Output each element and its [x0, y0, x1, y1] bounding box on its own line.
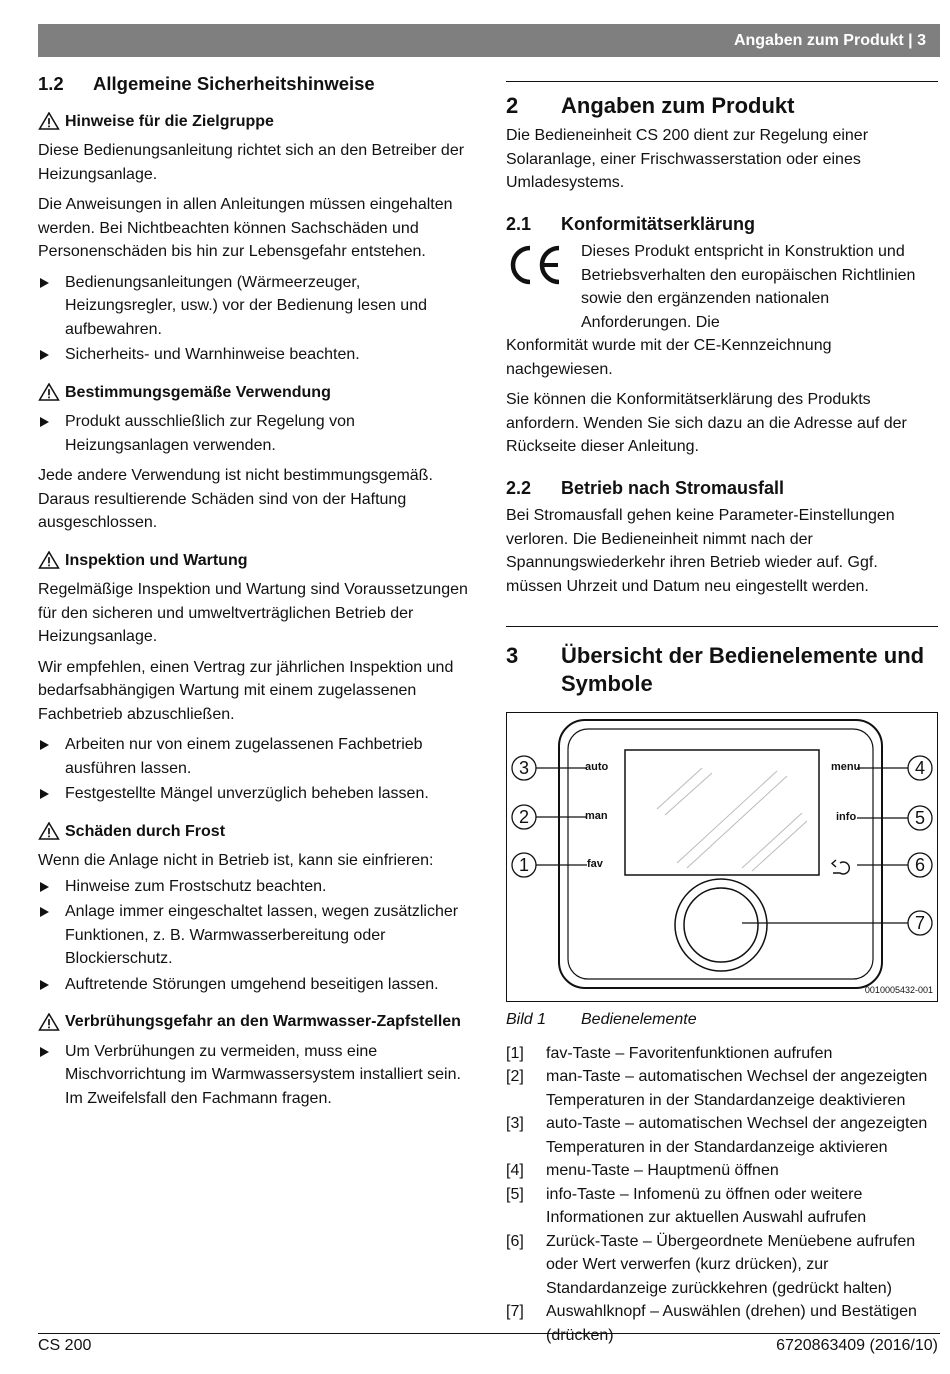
legend-list	[506, 1042, 938, 1348]
menu-button[interactable]: menu	[831, 761, 861, 773]
warning-heading: Verbrühungsgefahr an den Warmwasser-Zapfstellen	[38, 1010, 470, 1034]
arrow-icon	[40, 1047, 49, 1057]
device-inner-frame	[568, 729, 873, 979]
list-item: Produkt ausschließlich zur Regelung von Heizungsanlagen verwenden.	[38, 410, 470, 457]
arrow-icon	[40, 350, 49, 360]
footer-doc-number: 6720863409 (2016/10)	[776, 1337, 938, 1354]
callout-label-4: 4	[914, 758, 925, 778]
paragraph: Wir empfehlen, einen Vertrag zur jährlichen Inspektion und bedarfsabhängigen Wartung mit einem zugelassenen Fachbetrieb abzuschließen.	[38, 658, 454, 723]
warning-triangle-icon	[38, 551, 60, 569]
fav-button[interactable]: fav	[587, 858, 603, 870]
back-arrow-icon[interactable]	[833, 862, 849, 874]
bullet-list	[38, 875, 470, 997]
paragraph: Bei Stromausfall gehen keine Parameter-Einstellungen verloren. Die Bedieneinheit nimmt nach der Spannungswiederkehr ihren Betrieb wieder auf. Ggf. müssen Uhrzeit und Datum neu eingestellt werden.	[506, 507, 895, 595]
warning-heading: Schäden durch Frost	[38, 820, 470, 844]
subsection-heading: 2.1 Konformitätserklärung	[506, 213, 756, 234]
display-screen	[625, 750, 819, 875]
list-item: Um Verbrühungen zu vermeiden, muss eine Mischvorrichtung im Warmwassersystem installiert sein. Im Zweifelsfall den Fachmann fragen.	[38, 1040, 470, 1111]
arrow-icon	[40, 740, 49, 750]
control-panel-figure	[506, 712, 938, 1002]
page-header	[38, 24, 940, 57]
chapter-2	[506, 81, 938, 195]
callout-label-1: 1	[518, 855, 529, 875]
paragraph: Die Bedieneinheit CS 200 dient zur Regelung einer Solaranlage, einer Frischwasserstation oder eines Umladesystems.	[506, 127, 869, 191]
legend-item: [6] Zurück-Taste – Übergeordnete Menüebene aufrufen oder Wert verwerfen (kurz drücken), zur Standardanzeige zurückkehren (gedrückt halten)	[506, 1232, 916, 1297]
callout-label-3: 3	[518, 758, 529, 778]
bullet-list	[38, 271, 470, 367]
right-column	[506, 81, 938, 1347]
ce-block	[506, 240, 938, 334]
warning-triangle-icon	[38, 1013, 60, 1031]
ce-mark-icon	[506, 242, 564, 288]
subsection-heading: 2.2 Betrieb nach Stromausfall	[506, 477, 785, 498]
bullet-list	[38, 733, 470, 806]
list-item: Sicherheits- und Warnhinweise beachten.	[38, 343, 470, 367]
legend-item: [5] info-Taste – Infomenü zu öffnen oder weitere Informationen zur aktuellen Auswahl aufrufen	[506, 1185, 867, 1226]
paragraph: Wenn die Anlage nicht in Betrieb ist, kann sie einfrieren:	[38, 852, 434, 869]
auto-button[interactable]: auto	[585, 761, 609, 773]
legend-item: [3] auto-Taste – automatischen Wechsel der angezeigten Temperaturen in der Standardanzeige aktivieren	[506, 1115, 928, 1156]
warning-triangle-icon	[38, 822, 60, 840]
callout-label-2: 2	[518, 807, 529, 827]
figure-code: 0010005432-001	[864, 985, 933, 995]
warning-heading: Hinweise für die Zielgruppe	[38, 110, 470, 134]
legend-item: [4] menu-Taste – Hauptmenü öffnen	[506, 1162, 779, 1179]
paragraph: Sie können die Konformitätserklärung des Produkts anfordern. Wenden Sie sich dazu an die Adresse auf der Rückseite dieser Anleitung.	[506, 391, 907, 455]
info-button[interactable]: info	[836, 811, 857, 823]
selector-knob-inner	[684, 888, 758, 962]
warning-heading: Inspektion und Wartung	[38, 549, 470, 573]
callout-label-5: 5	[914, 808, 925, 828]
warning-triangle-icon	[38, 383, 60, 401]
legend-item: [2] man-Taste – automatischen Wechsel der angezeigten Temperaturen in der Standardanzeige deaktivieren	[506, 1068, 928, 1109]
paragraph: Dieses Produkt entspricht in Konstruktion und Betriebsverhalten den europäischen Richtlinien sowie den ergänzenden nationalen Anforderungen. Die	[581, 243, 916, 331]
selector-knob-outer	[675, 879, 767, 971]
paragraph: Die Anweisungen in allen Anleitungen müssen eingehalten werden. Bei Nichtbeachten können Sachschäden und Personenschäden bis hin zur Lebensgefahr entstehen.	[38, 196, 453, 260]
section-heading: 1.2 Allgemeine Sicherheitshinweise	[38, 73, 375, 94]
arrow-icon	[40, 417, 49, 427]
list-item: Auftretende Störungen umgehend beseitigen lassen.	[38, 973, 470, 997]
list-item: Arbeiten nur von einem zugelassenen Fachbetrieb ausführen lassen.	[38, 733, 470, 780]
man-button[interactable]: man	[585, 810, 608, 822]
page-header-title: Angaben zum Produkt | 3	[733, 31, 926, 49]
paragraph: Jede andere Verwendung ist nicht bestimmungsgemäß. Daraus resultierende Schäden sind von der Haftung ausgeschlossen.	[38, 467, 433, 531]
list-item: Anlage immer eingeschaltet lassen, wegen zusätzlicher Funktionen, z. B. Warmwasserbereitung oder Blockierschutz.	[38, 900, 470, 971]
footer-product: CS 200	[38, 1337, 92, 1354]
warning-triangle-icon	[38, 112, 60, 130]
callout-label-7: 7	[914, 913, 925, 933]
paragraph: Regelmäßige Inspektion und Wartung sind Voraussetzungen für den sicheren und umweltverträglichen Betrieb der Heizungsanlage.	[38, 581, 468, 645]
legend-item: [1] fav-Taste – Favoritenfunktionen aufrufen	[506, 1044, 833, 1062]
arrow-icon	[40, 907, 49, 917]
list-item: Hinweise zum Frostschutz beachten.	[38, 875, 470, 899]
list-item: Festgestellte Mängel unverzüglich beheben lassen.	[38, 782, 470, 806]
screen-reflection	[657, 768, 807, 871]
bullet-list	[38, 1040, 470, 1111]
arrow-icon	[40, 278, 49, 288]
paragraph: Konformität wurde mit der CE-Kennzeichnung nachgewiesen.	[506, 337, 832, 378]
arrow-icon	[40, 789, 49, 799]
arrow-icon	[40, 882, 49, 892]
chapter-heading: 2 Angaben zum Produkt	[506, 93, 795, 118]
chapter-heading: 3 Übersicht der Bedienelemente und Symbole	[506, 643, 925, 696]
bullet-list	[38, 410, 470, 457]
chapter-3	[506, 626, 938, 698]
figure-caption: Bild 1 Bedienelemente	[506, 1011, 697, 1028]
paragraph: Diese Bedienungsanleitung richtet sich an den Betreiber der Heizungsanlage.	[38, 142, 465, 183]
control-panel-drawing	[507, 713, 937, 1001]
callout-label-6: 6	[914, 855, 925, 875]
left-column	[38, 72, 470, 1117]
footer-rule	[38, 1333, 940, 1334]
arrow-icon	[40, 980, 49, 990]
legend-item: [7] Auswahlknopf – Auswählen (drehen) und Bestätigen (drücken)	[506, 1303, 917, 1344]
warning-heading: Bestimmungsgemäße Verwendung	[38, 381, 470, 405]
list-item: Bedienungsanleitungen (Wärmeerzeuger, Heizungsregler, usw.) vor der Bedienung lesen und aufbewahren.	[38, 271, 470, 342]
